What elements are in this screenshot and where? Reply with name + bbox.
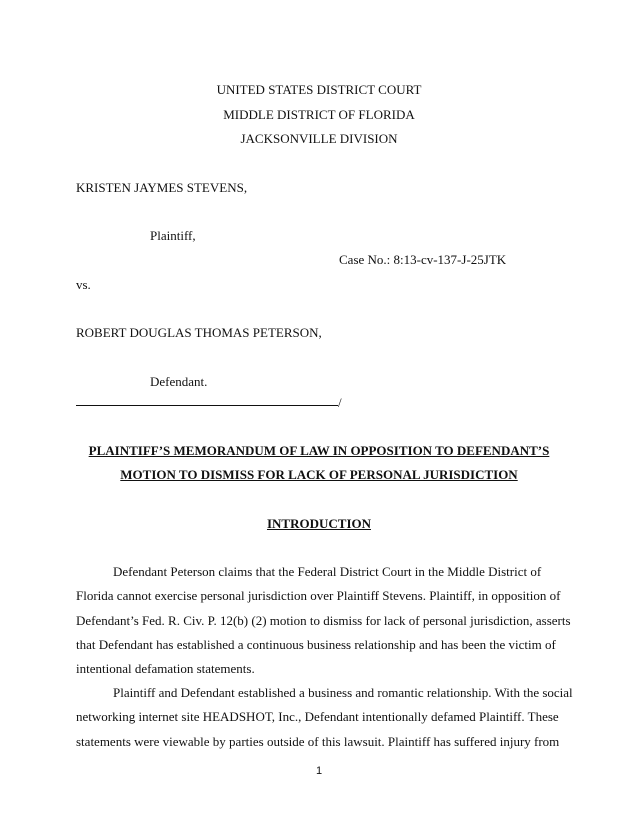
body-line: that Defendant has established a continuous business relationship and has been the victim of [76,637,556,652]
body-line: Defendant’s Fed. R. Civ. P. 12(b) (2) motion to dismiss for lack of personal jurisdiction, asserts [76,613,571,628]
body-line: networking internet site HEADSHOT, Inc., Defendant intentionally defamed Plaintiff. These [76,709,559,724]
court-district: MIDDLE DISTRICT OF FLORIDA [223,107,415,122]
section-heading: INTRODUCTION [266,516,371,531]
versus-label: vs. [76,277,91,292]
document-title-line-1: PLAINTIFF’S MEMORANDUM OF LAW IN OPPOSITION TO DEFENDANT’S [88,443,550,458]
document-title-line-2: MOTION TO DISMISS FOR LACK OF PERSONAL JURISDICTION [120,467,518,482]
plaintiff-role: Plaintiff, [150,228,196,243]
page-number: 1 [315,765,323,777]
defendant-name: ROBERT DOUGLAS THOMAS PETERSON, [76,325,322,340]
court-division: JACKSONVILLE DIVISION [240,131,398,146]
defendant-role: Defendant. [150,374,208,389]
case-number: Case No.: 8:13-cv-137-J-25JTK [339,252,507,267]
body-line: intentional defamation statements. [76,661,255,676]
caption-separator-line [76,405,338,406]
body-line: Defendant Peterson claims that the Federal District Court in the Middle District of [113,564,542,579]
body-line: Florida cannot exercise personal jurisdiction over Plaintiff Stevens. Plaintiff, in opposition of [76,588,561,603]
body-line: Plaintiff and Defendant established a business and romantic relationship. With the social [113,685,573,700]
plaintiff-name: KRISTEN JAYMES STEVENS, [76,180,248,195]
caption-slash: / [338,395,342,410]
court-name: UNITED STATES DISTRICT COURT [216,82,422,97]
body-line: statements were viewable by parties outside of this lawsuit. Plaintiff has suffered injury from [76,734,560,749]
